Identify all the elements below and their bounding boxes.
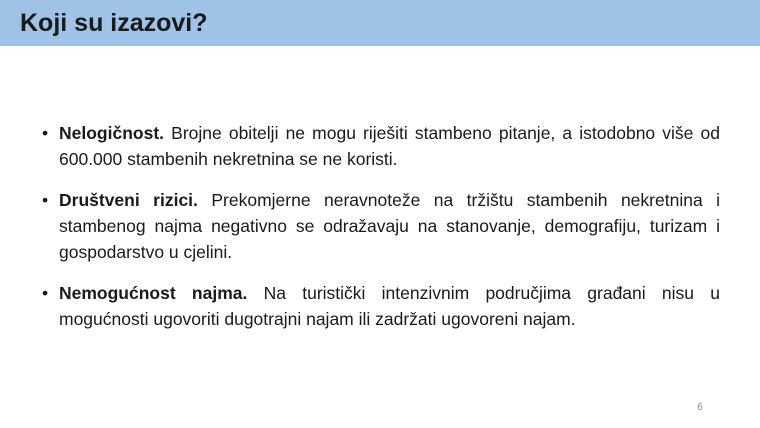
bullet-item-nelogicnost [42, 120, 720, 172]
title-bar [0, 0, 760, 46]
bullet-term: Nelogičnost. [59, 123, 165, 143]
slide-title: Koji su izazovi? [20, 9, 208, 37]
bullet-text: Brojne obitelji ne mogu riješiti stambeno pitanje, a istodobno više od 600.000 stambenih nekretnina se ne koristi. [59, 123, 720, 169]
page-number: 6 [697, 402, 703, 413]
bullet-list [42, 120, 720, 347]
bullet-text: Prekomjerne neravnoteže na tržištu stambenih nekretnina i stambenog najma negativno se odražavaju na stanovanje, demografiju, turizam i gospodarstvo u cjelini. [59, 190, 721, 262]
bullet-item-nemogucnost-najma [42, 280, 720, 332]
bullet-text: Na turistički intenzivnim područjima građani nisu u mogućnosti ugovoriti dugotrajni najam ili zadržati ugovoreni najam. [59, 283, 720, 329]
bullet-term: Nemogućnost najma. [59, 283, 248, 303]
bullet-term: Društveni rizici. [59, 190, 198, 210]
bullet-item-drustveni-rizici [42, 187, 720, 265]
